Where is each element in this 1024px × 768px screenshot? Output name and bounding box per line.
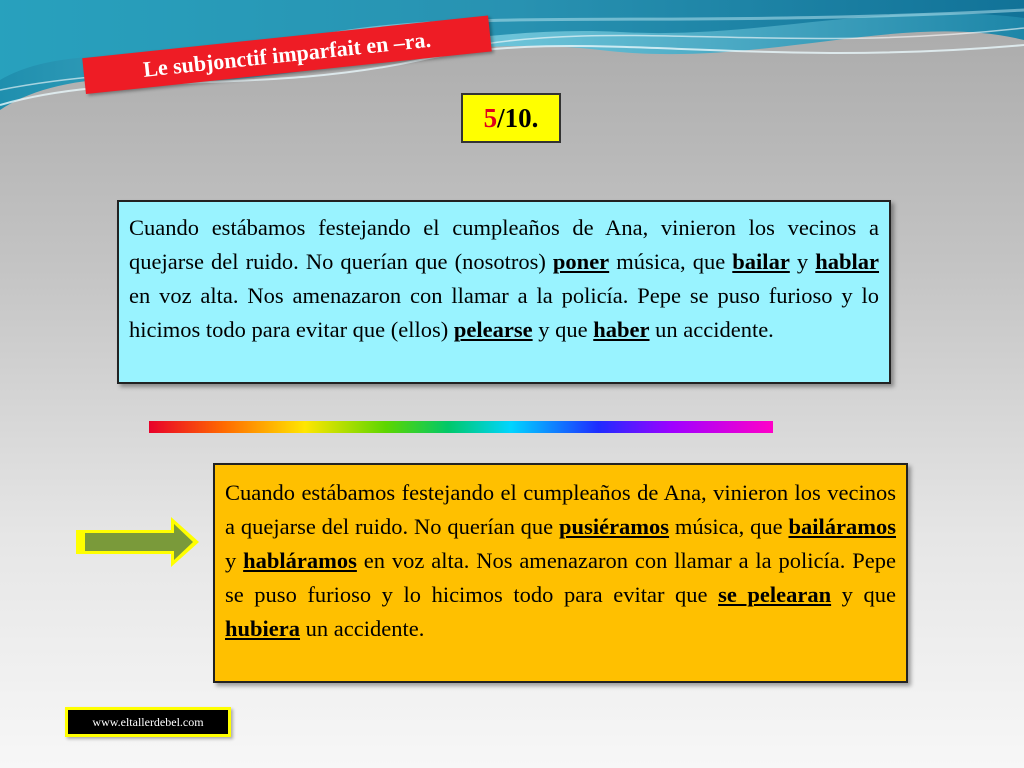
answer-text: un accidente. (300, 616, 425, 641)
right-arrow-icon (73, 512, 203, 572)
page-current: 5 (483, 102, 498, 133)
verb-blank: hablar (815, 249, 880, 274)
exercise-text: Cuando estábamos festejando el cumpleaños de Ana, vinieron los vecinos a quejarse del ruido. No querían que (nosotros) (129, 215, 879, 274)
answer-verb: hubiera (225, 616, 301, 641)
verb-blank: pelearse (453, 317, 533, 342)
exercise-text: un accidente. (649, 317, 774, 342)
exercise-text: en voz alta. Nos amenazaron con llamar a la policía. Pepe se puso furioso y lo hicimos todo para evitar que (ellos) (129, 283, 879, 342)
answer-verb: bailáramos (788, 514, 897, 539)
page-total: /10. (497, 102, 539, 133)
answer-verb: habláramos (243, 548, 357, 573)
exercise-text: y que (532, 317, 594, 342)
answer-verb: se pelearan (718, 582, 832, 607)
answer-text: música, que (669, 514, 789, 539)
verb-blank: haber (593, 317, 650, 342)
website-badge[interactable] (65, 707, 231, 737)
verb-blank: bailar (732, 249, 790, 274)
rainbow-divider (149, 421, 773, 433)
slide-title-text: Le subjonctif imparfait en –ra. (141, 26, 432, 82)
exercise-text: y (789, 249, 816, 274)
answer-text: en voz alta. Nos amenazaron con llamar a la policía. Pepe se puso furioso y lo hicimos todo para evitar que (225, 548, 896, 607)
exercise-textbox (117, 200, 891, 384)
page-counter (461, 93, 561, 143)
answer-text: y (225, 548, 244, 573)
answer-text: Cuando estábamos festejando el cumpleaños de Ana, vinieron los vecinos a quejarse del ruido. No querían que (225, 480, 896, 539)
answer-textbox (213, 463, 908, 683)
website-link[interactable]: www.eltallerdebel.com (68, 710, 228, 734)
answer-text: y que (831, 582, 896, 607)
exercise-text: música, que (609, 249, 733, 274)
verb-blank: poner (552, 249, 610, 274)
answer-verb: pusiéramos (559, 514, 670, 539)
